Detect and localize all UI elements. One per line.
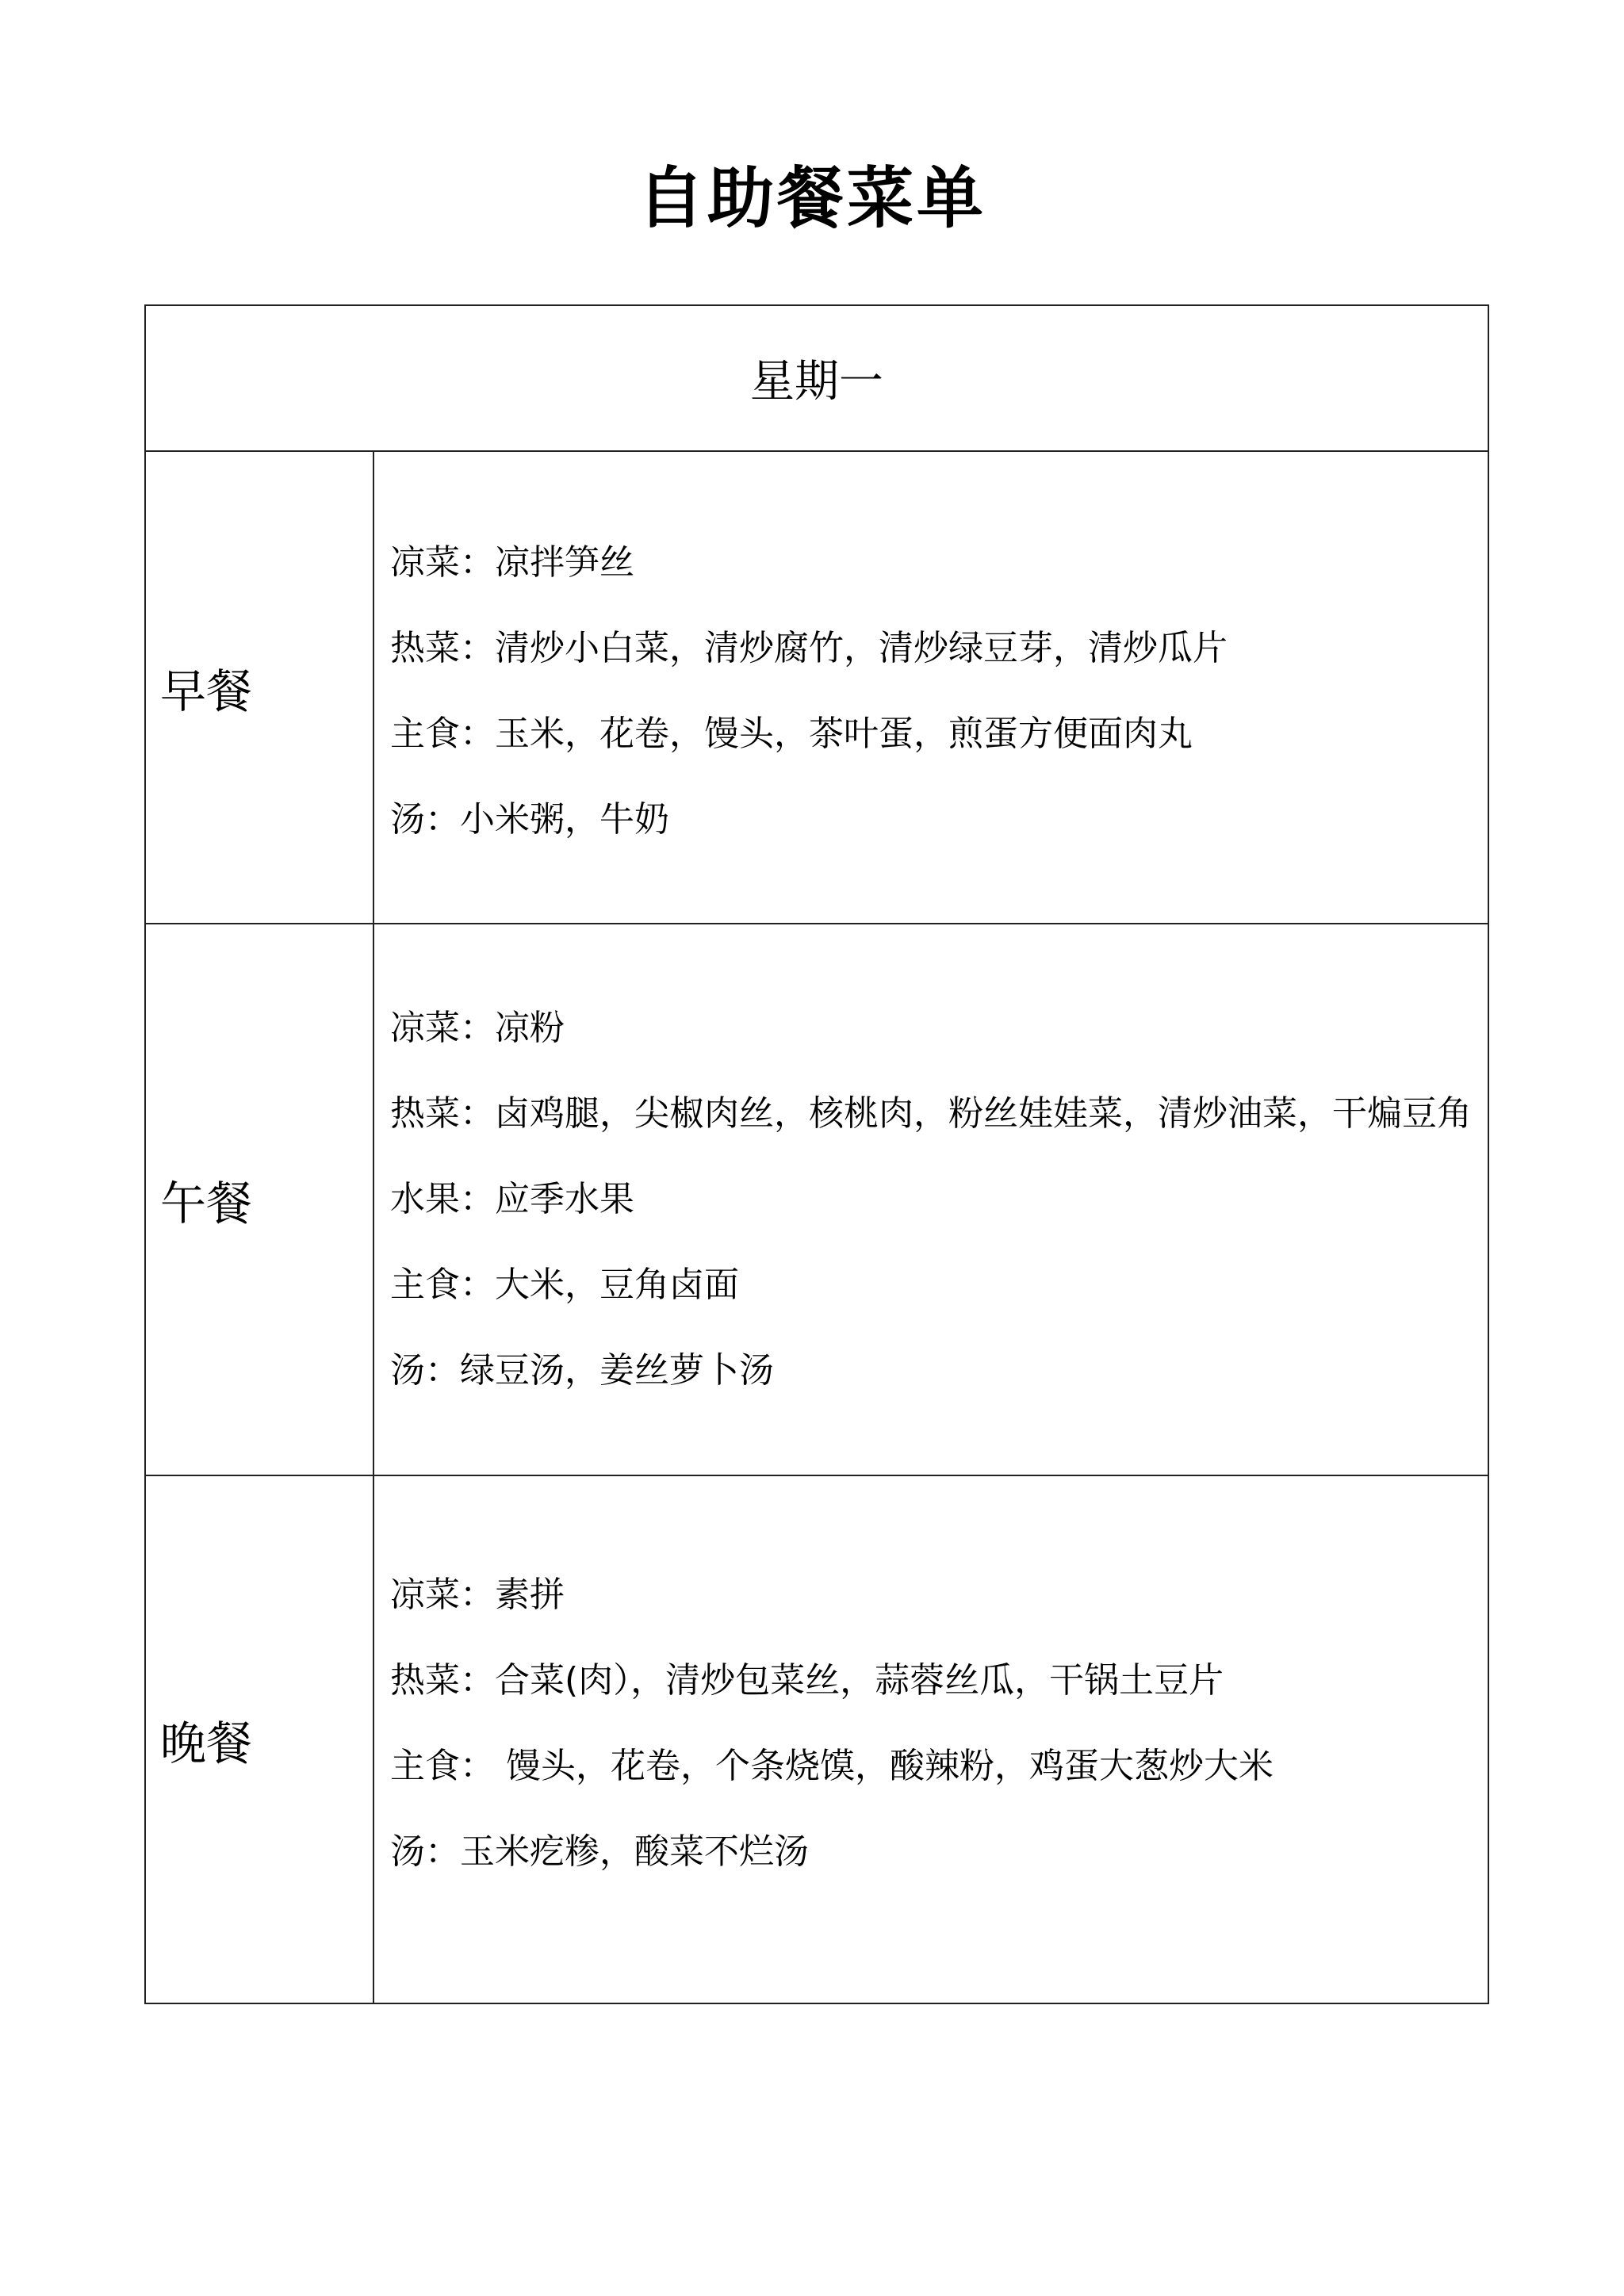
menu-item: 凉菜：凉拌笋丝: [390, 542, 634, 583]
menu-table: [144, 304, 1489, 2004]
menu-item: 主食：玉米，花卷，馒头，茶叶蛋，煎蛋方便面肉丸: [390, 714, 1193, 754]
menu-item: 水果：应季水果: [390, 1179, 634, 1219]
menu-item: 汤：绿豆汤，姜丝萝卜汤: [390, 1350, 774, 1391]
menu-item: 主食： 馒头，花卷，个条烧馍，酸辣粉，鸡蛋大葱炒大米: [390, 1746, 1274, 1786]
meal-row-breakfast: [146, 452, 1488, 924]
menu-item: 主食：大米，豆角卤面: [390, 1265, 739, 1305]
meal-items-lunch: [374, 924, 1488, 1475]
meal-items-dinner: [374, 1476, 1488, 2003]
meal-row-dinner: [146, 1476, 1488, 2003]
menu-item: 汤：小米粥，牛奶: [390, 799, 669, 840]
day-label: 星期一: [750, 356, 883, 408]
menu-item: 热菜：清炒小白菜，清炒腐竹，清炒绿豆芽，清炒瓜片: [390, 628, 1228, 668]
page-title: 自助餐菜单: [637, 159, 986, 237]
meal-label-breakfast: 早餐: [146, 452, 374, 923]
menu-item: 热菜：卤鸡腿，尖椒肉丝，核桃肉，粉丝娃娃菜，清炒油菜，干煸豆角: [390, 1093, 1472, 1134]
menu-item: 凉菜：素拼: [390, 1575, 565, 1615]
meal-items-breakfast: [374, 452, 1488, 923]
meal-label-dinner: 晚餐: [146, 1476, 374, 2003]
menu-item: 热菜：合菜(肉），清炒包菜丝，蒜蓉丝瓜，干锅土豆片: [390, 1660, 1224, 1701]
menu-item: 凉菜：凉粉: [390, 1008, 565, 1048]
meal-label-lunch: 午餐: [146, 924, 374, 1475]
meal-row-lunch: [146, 924, 1488, 1476]
menu-item: 汤：玉米疙糁，酸菜不烂汤: [390, 1831, 809, 1872]
day-header: [146, 306, 1488, 452]
